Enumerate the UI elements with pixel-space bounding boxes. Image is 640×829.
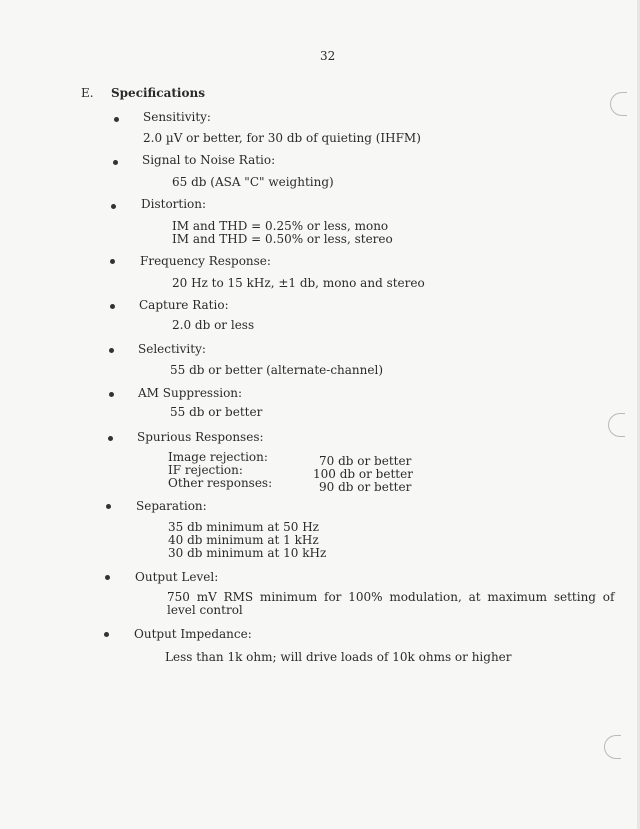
- bullet-icon: [110, 304, 115, 309]
- spec-value-separation-10khz: 30 db minimum at 10 kHz: [168, 546, 327, 560]
- binder-hole-icon: [610, 92, 627, 116]
- spec-value-output-level: 750 mV RMS minimum for 100% modulation, at maximum setting of: [167, 590, 615, 604]
- spec-value-distortion-mono: IM and THD = 0.25% or less, mono: [172, 219, 389, 233]
- spec-label-separation: Separation:: [136, 499, 207, 513]
- bullet-icon: [106, 504, 111, 509]
- spec-value-frequency-response: 20 Hz to 15 kHz, ±1 db, mono and stereo: [172, 276, 425, 290]
- spec-label-signal-to-noise: Signal to Noise Ratio:: [142, 153, 276, 167]
- spec-value-output-level-cont: level control: [167, 603, 243, 617]
- bullet-icon: [108, 436, 113, 441]
- bullet-icon: [113, 160, 118, 165]
- spec-value-capture-ratio: 2.0 db or less: [172, 318, 255, 332]
- bullet-icon: [105, 575, 110, 580]
- spec-label-output-impedance: Output Impedance:: [134, 627, 252, 641]
- binder-hole-icon: [608, 413, 625, 437]
- spec-label-selectivity: Selectivity:: [138, 342, 206, 356]
- spec-label-capture-ratio: Capture Ratio:: [139, 298, 229, 312]
- spec-label-am-suppression: AM Suppression:: [138, 386, 243, 400]
- spurious-row-name: IF rejection:: [168, 463, 243, 477]
- spec-value-selectivity: 55 db or better (alternate-channel): [170, 363, 383, 377]
- section-title: Specifications: [111, 86, 205, 100]
- page-number: 32: [320, 49, 336, 63]
- spec-value-separation-50hz: 35 db minimum at 50 Hz: [168, 520, 320, 534]
- spec-label-frequency-response: Frequency Response:: [140, 254, 271, 268]
- spec-value-signal-to-noise: 65 db (ASA "C" weighting): [172, 175, 334, 189]
- spec-label-output-level: Output Level:: [135, 570, 219, 584]
- spurious-row-name: Other responses:: [168, 476, 273, 490]
- spec-label-distortion: Distortion:: [141, 197, 207, 211]
- bullet-icon: [104, 632, 109, 637]
- section-letter: E.: [81, 86, 94, 100]
- spec-value-am-suppression: 55 db or better: [170, 405, 263, 419]
- bullet-icon: [111, 204, 116, 209]
- bullet-icon: [109, 348, 114, 353]
- spec-value-output-impedance: Less than 1k ohm; will drive loads of 10k ohms or higher: [165, 650, 512, 664]
- spec-label-sensitivity: Sensitivity:: [143, 110, 211, 124]
- spec-value-distortion-stereo: IM and THD = 0.50% or less, stereo: [172, 232, 393, 246]
- spurious-row-value: 90 db or better: [319, 480, 412, 494]
- bullet-icon: [114, 117, 119, 122]
- spurious-row-name: Image rejection:: [168, 450, 268, 464]
- spec-label-spurious-responses: Spurious Responses:: [137, 430, 264, 444]
- spec-value-sensitivity: 2.0 µV or better, for 30 db of quieting (IHFM): [143, 131, 421, 145]
- bullet-icon: [110, 259, 115, 264]
- bullet-icon: [109, 392, 114, 397]
- spurious-row-value: 100 db or better: [313, 467, 413, 481]
- spec-value-separation-1khz: 40 db minimum at 1 kHz: [168, 533, 319, 547]
- binder-hole-icon: [604, 735, 621, 759]
- spurious-row-value: 70 db or better: [319, 454, 412, 468]
